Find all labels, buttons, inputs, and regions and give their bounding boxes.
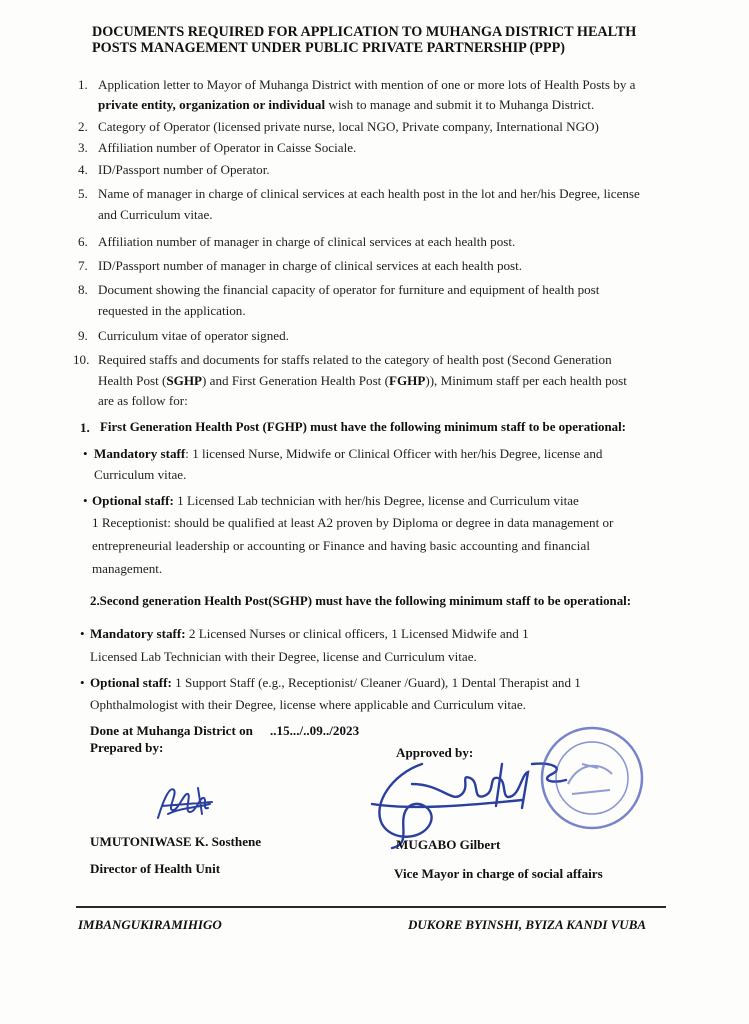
item-text: and Curriculum vitae. (98, 207, 213, 222)
item-number: 3. (78, 140, 88, 155)
fghp-optional-line-2: 1 Receptionist: should be qualified at least A2 proven by Diploma or degree in data management or (92, 515, 614, 530)
left-signature-icon (150, 778, 220, 828)
left-signatory-name: UMUTONIWASE K. Sosthene (90, 834, 262, 849)
right-signatory-name: MUGABO Gilbert (396, 837, 501, 852)
item-text: ID/Passport number of Operator. (98, 162, 270, 177)
item-number: 6. (78, 234, 88, 249)
sghp-heading: 2.Second generation Health Post(SGHP) must have the following minimum staff to be operational: (90, 594, 632, 608)
date-value: ..15.../..09../2023 (270, 723, 360, 738)
document-title (92, 24, 692, 56)
approved-by-label: Approved by: (396, 745, 474, 760)
item-text: Required staffs and documents for staffs related to the category of health post (Second Generation (98, 352, 612, 367)
item-number: 2. (78, 119, 88, 134)
section-number: 1. (80, 420, 90, 435)
item-text: Document showing the financial capacity of operator for furniture and equipment of health post (98, 282, 600, 297)
bullet-icon: • (83, 493, 88, 508)
item-text: Name of manager in charge of clinical services at each health post in the lot and her/his Degree, license (98, 186, 640, 201)
fghp-heading: First Generation Health Post (FGHP) must have the following minimum staff to be operational: (100, 420, 626, 434)
fghp-mandatory-line-2: Curriculum vitae. (94, 467, 187, 482)
sghp-optional-line: Optional staff: 1 Support Staff (e.g., Receptionist/ Cleaner /Guard), 1 Dental Therapist and 1 (90, 675, 581, 690)
footer-right-motto: DUKORE BYINSHI, BYIZA KANDI VUBA (408, 917, 647, 932)
footer-left-motto: IMBANGUKIRAMIHIGO (78, 917, 222, 932)
item-number: 7. (78, 258, 88, 273)
fghp-mandatory-line: Mandatory staff: 1 licensed Nurse, Midwife or Clinical Officer with her/his Degree, license and (94, 446, 603, 461)
item-number: 4. (78, 162, 88, 177)
title-line-1: DOCUMENTS REQUIRED FOR APPLICATION TO MUHANGA DISTRICT HEALTH (92, 24, 637, 40)
item-text: Health Post (SGHP) and First Generation Health Post (FGHP)), Minimum staff per each health post (98, 373, 627, 388)
item-text: Application letter to Mayor of Muhanga District with mention of one or more lots of Health Posts by a (98, 77, 636, 92)
right-signatory-title: Vice Mayor in charge of social affairs (394, 866, 603, 881)
mandatory-label: Mandatory staff (94, 446, 186, 461)
fghp-optional-line-4: management. (92, 561, 163, 576)
item-text: Affiliation number of Operator in Caisse Sociale. (98, 140, 357, 155)
optional-label: Optional staff: (92, 493, 174, 508)
bullet-icon: • (80, 626, 85, 641)
item-text: Category of Operator (licensed private nurse, local NGO, Private company, International NGO) (98, 119, 599, 134)
item-number: 1. (78, 77, 88, 92)
item-bold-text: private entity, organization or individual (98, 97, 326, 112)
official-stamp-icon (538, 724, 646, 832)
sghp-mandatory-line-2: Licensed Lab Technician with their Degree, license and Curriculum vitae. (90, 649, 477, 664)
item-text: requested in the application. (98, 303, 246, 318)
fghp-optional-line-3: entrepreneurial leadership or accounting or Finance and having basic accounting and financial (92, 538, 591, 553)
item-number: 9. (78, 328, 88, 343)
bullet-icon: • (83, 446, 88, 461)
item-text: are as follow for: (98, 393, 188, 408)
prepared-by-label: Prepared by: (90, 740, 164, 755)
fghp-optional-line: Optional staff: 1 Licensed Lab technician with her/his Degree, license and Curriculum vitae (92, 493, 579, 508)
sghp-optional-line-2: Ophthalmologist with their Degree, license where applicable and Curriculum vitae. (90, 697, 526, 712)
item-number: 8. (78, 282, 88, 297)
title-line-2: POSTS MANAGEMENT UNDER PUBLIC PRIVATE PARTNERSHIP (PPP) (92, 40, 565, 56)
item-text: ID/Passport number of manager in charge of clinical services at each health post. (98, 258, 523, 273)
bullet-icon: • (80, 675, 85, 690)
item-number: 5. (78, 186, 88, 201)
item-number: 10. (73, 352, 90, 367)
item-text-rest: wish to manage and submit it to Muhanga District. (325, 97, 595, 112)
left-signatory-title: Director of Health Unit (90, 861, 221, 876)
item-text: Curriculum vitae of operator signed. (98, 328, 289, 343)
sghp-mandatory-line: Mandatory staff: 2 Licensed Nurses or clinical officers, 1 Licensed Midwife and 1 (90, 626, 529, 641)
footer-rule (76, 906, 666, 908)
done-at-label: Done at Muhanga District on (90, 723, 253, 738)
item-text (98, 96, 594, 113)
optional-label: Optional staff: (90, 675, 172, 690)
mandatory-label: Mandatory staff: (90, 626, 186, 641)
item-text: Affiliation number of manager in charge of clinical services at each health post. (98, 234, 516, 249)
